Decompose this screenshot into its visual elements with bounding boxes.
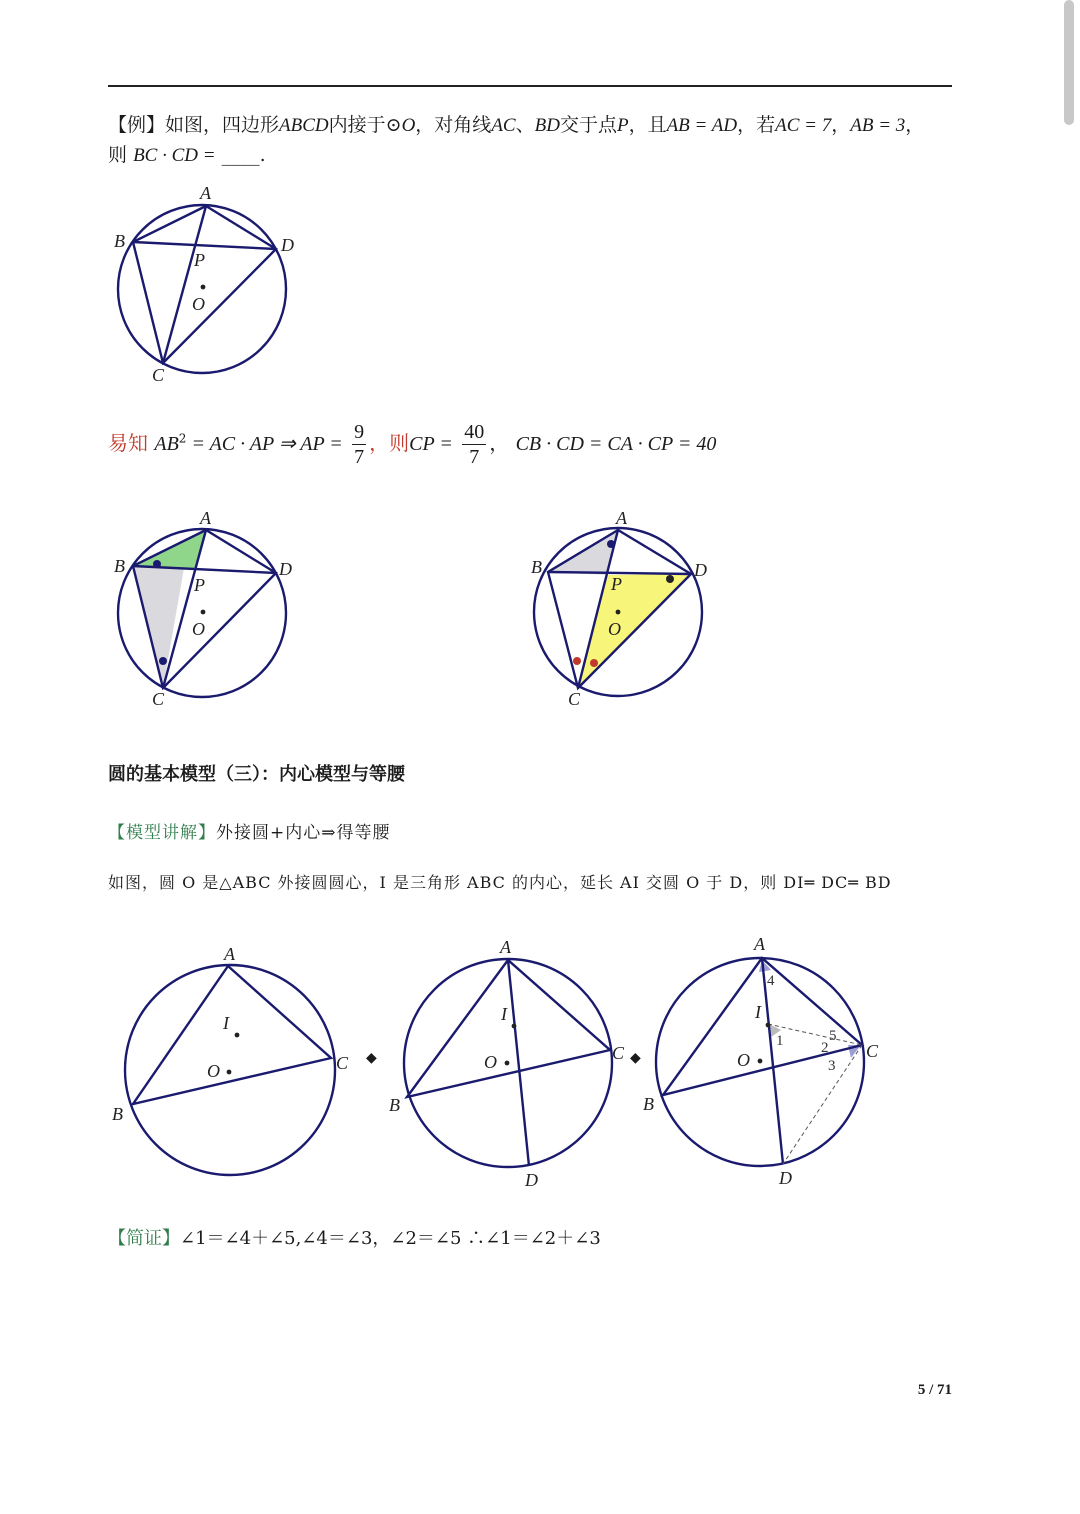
label-i: I [755, 1002, 761, 1022]
label-a: A [754, 934, 765, 954]
label-c: C [568, 689, 581, 709]
text: AC = 7 [775, 115, 832, 136]
label-o: O [192, 619, 205, 639]
label-p: P [611, 574, 622, 594]
text: P [616, 115, 629, 136]
label-o: O [484, 1052, 497, 1072]
label-b: B [114, 556, 125, 576]
text: CB · CD = CA · CP = 40 [515, 433, 717, 455]
label-d: D [279, 559, 292, 579]
text: 如图，四边形 [165, 114, 280, 136]
text: ，若 [737, 114, 776, 136]
circle-name: O [401, 115, 416, 136]
angle-label-3: 3 [828, 1058, 836, 1074]
label-p: P [194, 575, 205, 595]
page-number: 5 / 71 [917, 1382, 952, 1398]
model-text: 外接圆+内心⇒得等腰 [216, 823, 391, 843]
example-tag: 【例】 [108, 114, 166, 136]
angle-label-1: 1 [776, 1033, 784, 1049]
label-c: C [866, 1041, 879, 1061]
label-d: D [525, 1170, 538, 1190]
proof-text: ∠1＝∠4＋∠5,∠4＝∠3，∠2＝∠5 ∴∠1＝∠2＋∠3 [180, 1228, 601, 1249]
section-heading: 圆的基本模型（三）：内心模型与等腰 [108, 764, 405, 785]
separator-diamond: ◆ [366, 1050, 377, 1066]
text: ， [905, 114, 925, 136]
label-a: A [224, 944, 235, 964]
answer-blank: ____. [221, 144, 266, 166]
quad-name: ABCD [279, 115, 329, 136]
model-tag: 【模型讲解】 [108, 823, 216, 843]
label-b: B [112, 1104, 123, 1124]
label-i: I [223, 1013, 229, 1033]
incenter-dot [766, 1023, 771, 1028]
label-c: C [152, 365, 165, 385]
label-a: A [616, 508, 627, 528]
label-c: C [152, 689, 165, 709]
text: 2 [178, 431, 187, 446]
label-b: B [531, 557, 542, 577]
text: = AC · AP ⇒ AP = [186, 433, 343, 455]
label-d: D [281, 235, 294, 255]
triangle-abc [663, 958, 862, 1095]
proof-tag: 【简证】 [108, 1228, 180, 1249]
solution-lead: 易知 [108, 431, 148, 455]
label-a: A [200, 508, 211, 528]
angle-label-4: 4 [767, 973, 775, 989]
text: CP = [409, 433, 453, 455]
description-line: 如图，圆 O 是△ABC 外接圆圆心，I 是三角形 ABC 的内心，延长 AI 交圆 O 于 D，则 DI═ DC═ BD [108, 873, 892, 892]
label-a: A [200, 183, 211, 203]
text: 交于点 [559, 114, 617, 136]
label-d: D [779, 1168, 792, 1188]
label-c: C [612, 1043, 625, 1063]
angle-label-5: 5 [829, 1028, 837, 1044]
label-b: B [114, 231, 125, 251]
text: AC [491, 115, 516, 136]
label-o: O [608, 619, 621, 639]
text: 则 [108, 144, 128, 166]
num: 9 [354, 421, 365, 443]
text: 、 [515, 114, 535, 136]
text: ， [489, 431, 510, 455]
text: BD [534, 115, 560, 136]
den: 7 [469, 446, 480, 468]
label-d: D [694, 560, 707, 580]
den: 7 [354, 446, 365, 468]
num: 40 [464, 421, 485, 443]
separator-diamond: ◆ [630, 1050, 641, 1066]
text: ， [831, 114, 851, 136]
label-o: O [737, 1050, 750, 1070]
label-a: A [500, 937, 511, 957]
text: 内接于⊙ [328, 114, 402, 136]
label-i: I [501, 1004, 507, 1024]
proof-line [108, 1224, 601, 1250]
text: ，且 [628, 114, 667, 136]
text: AB = AD [666, 115, 738, 136]
label-b: B [389, 1095, 400, 1115]
label-c: C [336, 1053, 349, 1073]
label-o: O [207, 1061, 220, 1081]
center-dot [758, 1059, 763, 1064]
label-o: O [192, 294, 205, 314]
text: ，则 [369, 431, 410, 455]
angle-label-2: 2 [821, 1040, 829, 1056]
text: AB [154, 433, 179, 455]
text: ，对角线 [415, 114, 492, 136]
text: AB = 3 [850, 115, 906, 136]
question: BC · CD = [133, 145, 216, 166]
label-b: B [643, 1094, 654, 1114]
label-p: P [194, 250, 205, 270]
